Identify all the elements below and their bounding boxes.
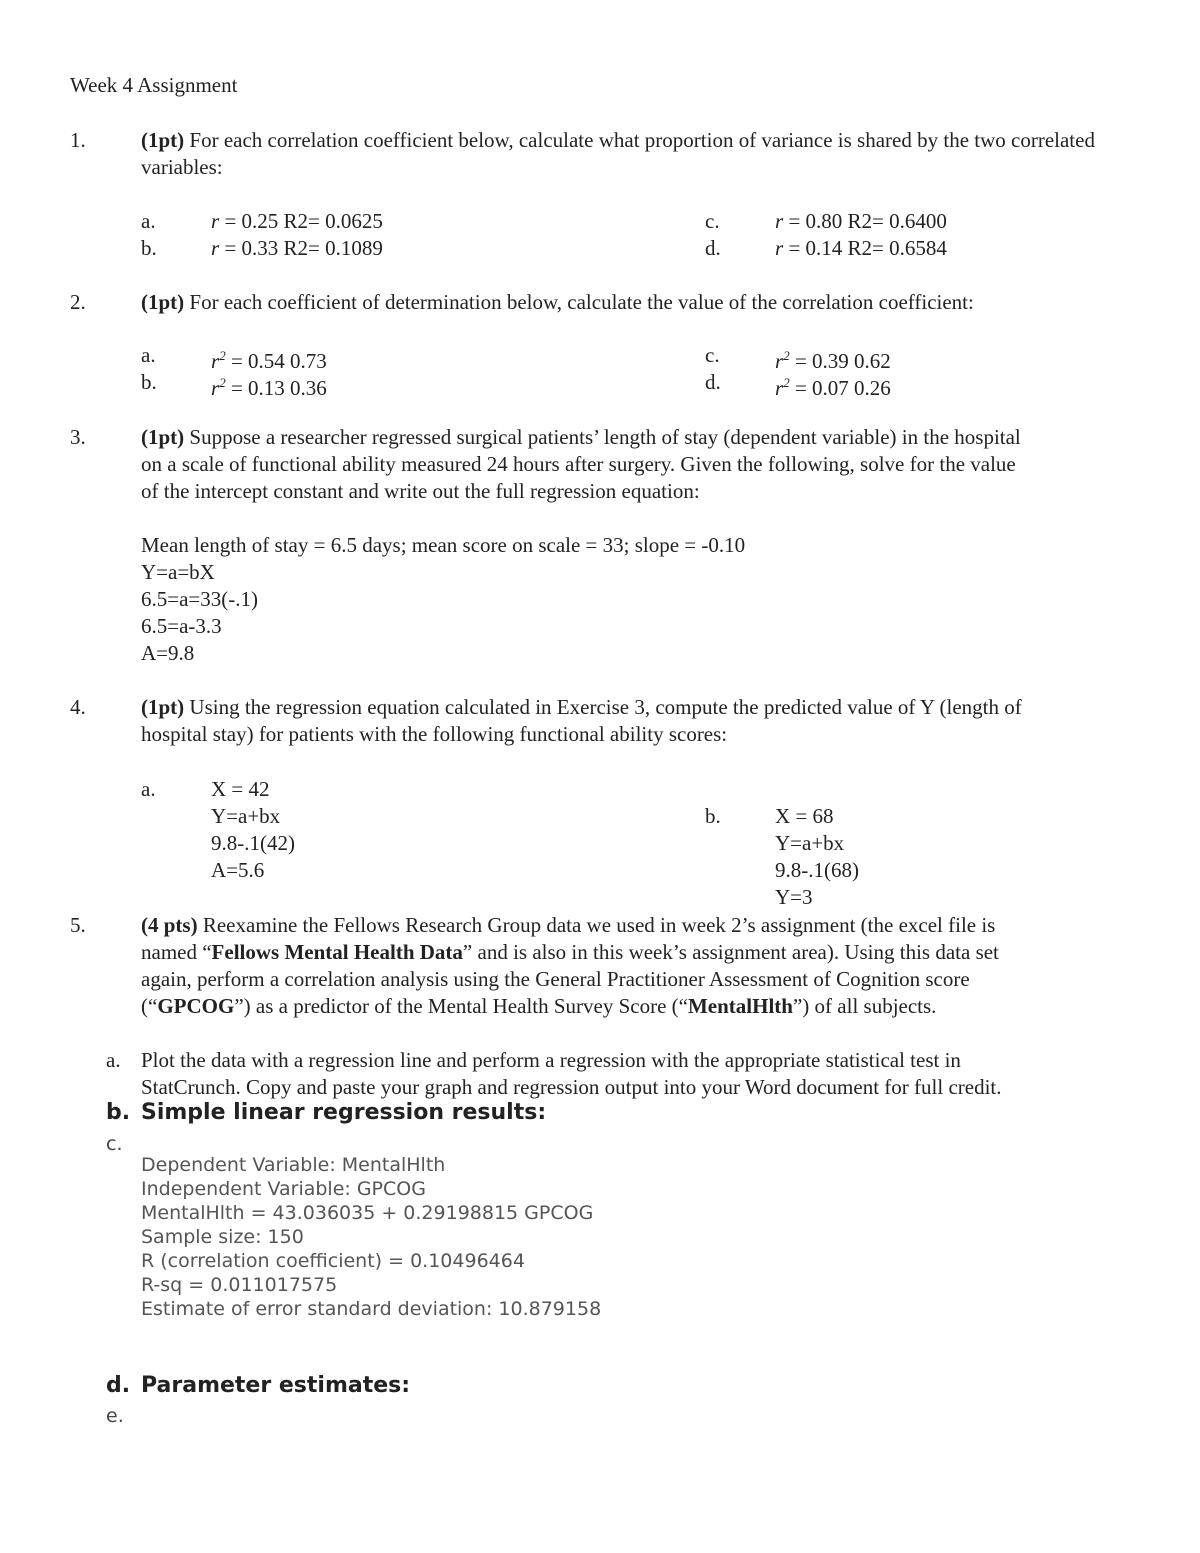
question-5-line-2: named “Fellows Mental Health Data” and is also in this week’s assignment area). Using this data set bbox=[141, 940, 999, 964]
q4-a-work: X = 42 bbox=[211, 777, 270, 801]
question-2-points: (1pt) bbox=[141, 290, 185, 314]
q5-c-label: c. bbox=[106, 1133, 123, 1155]
q4-a-work: Y=a+bx bbox=[211, 804, 281, 828]
question-3-line-3: of the intercept constant and write out the full regression equation: bbox=[141, 479, 700, 503]
q2-item-b-label: b. bbox=[141, 370, 157, 394]
parameter-estimates-heading: Parameter estimates: bbox=[141, 1373, 411, 1398]
question-1-points: (1pt) bbox=[141, 128, 185, 152]
result-line: Estimate of error standard deviation: 10.879158 bbox=[141, 1298, 602, 1320]
q2-item-c-label: c. bbox=[705, 343, 720, 367]
q1-item-c: r = 0.80 R2= 0.6400 bbox=[775, 209, 947, 233]
q1-item-d: r = 0.14 R2= 0.6584 bbox=[775, 236, 947, 260]
q5-a-line-1: Plot the data with a regression line and perform a regression with the appropriate statistical test in bbox=[141, 1048, 961, 1072]
q2-item-b: $r^2 = 0.13$ 0.36 bbox=[211, 375, 327, 400]
q1-item-a: r = 0.25 R2= 0.0625 bbox=[211, 209, 383, 233]
q1-item-d-label: d. bbox=[705, 236, 721, 260]
result-line: MentalHlth = 43.036035 + 0.29198815 GPCOG bbox=[141, 1202, 594, 1224]
question-1-prompt: For each correlation coefficient below, calculate what proportion of variance is shared by the two correlated variables: bbox=[141, 128, 1095, 179]
q2-item-d: $r^2 = 0.07$ 0.26 bbox=[775, 375, 891, 400]
question-3-line-1: (1pt) Suppose a researcher regressed surgical patients’ length of stay (dependent variable) in the hospital bbox=[141, 425, 1021, 449]
q4-b-work: Y=a+bx bbox=[775, 831, 845, 855]
q1-item-b: r = 0.33 R2= 0.1089 bbox=[211, 236, 383, 260]
result-line: R (correlation coefficient) = 0.10496464 bbox=[141, 1250, 525, 1272]
q4-b-work: 9.8-.1(68) bbox=[775, 858, 859, 882]
result-line: Dependent Variable: MentalHlth bbox=[141, 1154, 446, 1176]
q2-item-a: $r^2 = 0.54$ 0.73 bbox=[211, 348, 327, 373]
q5-d-label: d. bbox=[106, 1373, 131, 1398]
q5-a-line-2: StatCrunch. Copy and paste your graph and regression output into your Word document for full credit. bbox=[141, 1075, 1002, 1099]
question-2-text bbox=[141, 289, 1141, 316]
question-2-prompt: For each coefficient of determination below, calculate the value of the correlation coefficient: bbox=[189, 290, 974, 314]
q3-work-line: A=9.8 bbox=[141, 641, 195, 665]
question-5-line-3: again, perform a correlation analysis using the General Practitioner Assessment of Cognition score bbox=[141, 967, 970, 991]
question-1-text bbox=[141, 127, 1141, 181]
q2-item-a-label: a. bbox=[141, 343, 156, 367]
q4-a-label: a. bbox=[141, 777, 156, 801]
question-5-number: 5. bbox=[70, 913, 86, 937]
q3-work-line: 6.5=a=33(-.1) bbox=[141, 587, 258, 611]
q3-work-line: 6.5=a-3.3 bbox=[141, 614, 222, 638]
q2-item-c: $r^2 = 0.39$ 0.62 bbox=[775, 348, 891, 373]
question-4-number: 4. bbox=[70, 695, 86, 719]
q5-b-label: b. bbox=[106, 1100, 131, 1125]
q4-b-label: b. bbox=[705, 804, 721, 828]
document-title: Week 4 Assignment bbox=[70, 73, 238, 97]
q5-e-label: e. bbox=[106, 1405, 124, 1427]
results-heading: Simple linear regression results: bbox=[141, 1100, 547, 1125]
q5-a-label: a. bbox=[106, 1048, 121, 1072]
result-line: R-sq = 0.011017575 bbox=[141, 1274, 338, 1296]
question-5-line-4: (“GPCOG”) as a predictor of the Mental Health Survey Score (“MentalHlth”) of all subjects. bbox=[141, 994, 937, 1018]
q4-a-work: A=5.6 bbox=[211, 858, 265, 882]
q1-item-a-label: a. bbox=[141, 209, 156, 233]
q3-work-line: Y=a=bX bbox=[141, 560, 215, 584]
question-5-line-1: (4 pts) Reexamine the Fellows Research Group data we used in week 2’s assignment (the excel file is bbox=[141, 913, 996, 937]
q1-item-b-label: b. bbox=[141, 236, 157, 260]
question-3-number: 3. bbox=[70, 425, 86, 449]
q1-item-c-label: c. bbox=[705, 209, 720, 233]
question-2-number: 2. bbox=[70, 290, 86, 314]
question-3-line-2: on a scale of functional ability measured 24 hours after surgery. Given the following, solve for the value bbox=[141, 452, 1016, 476]
question-4-line-2: hospital stay) for patients with the following functional ability scores: bbox=[141, 722, 728, 746]
q4-b-work: X = 68 bbox=[775, 804, 834, 828]
question-1-number: 1. bbox=[70, 128, 86, 152]
q2-item-d-label: d. bbox=[705, 370, 721, 394]
q3-work-line: Mean length of stay = 6.5 days; mean score on scale = 33; slope = -0.10 bbox=[141, 533, 746, 557]
result-line: Sample size: 150 bbox=[141, 1226, 304, 1248]
q4-b-work: Y=3 bbox=[775, 885, 813, 909]
question-4-line-1: (1pt) Using the regression equation calculated in Exercise 3, compute the predicted value of Y (length of bbox=[141, 695, 1022, 719]
result-line: Independent Variable: GPCOG bbox=[141, 1178, 426, 1200]
q4-a-work: 9.8-.1(42) bbox=[211, 831, 295, 855]
